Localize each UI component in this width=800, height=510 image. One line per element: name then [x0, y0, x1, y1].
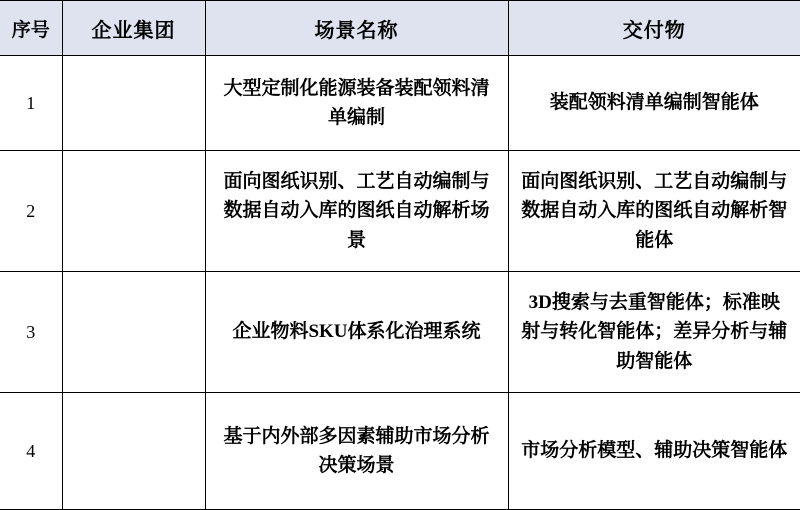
cell-group — [62, 56, 205, 151]
cell-deliverable-text: 面向图纸识别、工艺自动编制与数据自动入库的图纸自动解析智能体 — [521, 170, 788, 251]
cell-scene — [205, 393, 508, 510]
cell-group — [62, 151, 205, 272]
cell-scene-text: 基于内外部多因素辅助市场分析决策场景 — [223, 425, 490, 476]
cell-seq: 2 — [0, 151, 62, 272]
cell-deliverable-text: 装配领料清单编制智能体 — [549, 92, 759, 114]
cell-seq: 3 — [0, 272, 62, 393]
cell-deliverable — [508, 272, 800, 393]
cell-group — [62, 393, 205, 510]
column-header-seq: 序号 — [0, 1, 62, 56]
cell-group — [62, 272, 205, 393]
cell-seq: 4 — [0, 393, 62, 510]
table-row — [0, 151, 800, 272]
column-header-deliverable: 交付物 — [508, 1, 800, 56]
cell-scene — [205, 272, 508, 393]
cell-deliverable-text: 市场分析模型、辅助决策智能体 — [521, 440, 788, 462]
cell-deliverable — [508, 56, 800, 151]
table-body — [0, 56, 800, 510]
table-row — [0, 56, 800, 151]
cell-scene-text: 大型定制化能源装备装配领料清单编制 — [223, 77, 490, 128]
cell-deliverable — [508, 393, 800, 510]
cell-deliverable-text: 3D搜索与去重智能体；标准映射与转化智能体；差异分析与辅助智能体 — [521, 291, 788, 372]
column-header-group: 企业集团 — [62, 1, 205, 56]
column-header-scene: 场景名称 — [205, 1, 508, 56]
table-row — [0, 393, 800, 510]
cell-seq: 1 — [0, 56, 62, 151]
table-row — [0, 272, 800, 393]
cell-deliverable — [508, 151, 800, 272]
cell-scene — [205, 56, 508, 151]
cell-scene-text: 企业物料SKU体系化治理系统 — [232, 321, 481, 343]
table-header-row — [0, 1, 800, 56]
cell-scene-text: 面向图纸识别、工艺自动编制与数据自动入库的图纸自动解析场景 — [223, 170, 490, 251]
cell-scene — [205, 151, 508, 272]
table-header — [0, 1, 800, 56]
